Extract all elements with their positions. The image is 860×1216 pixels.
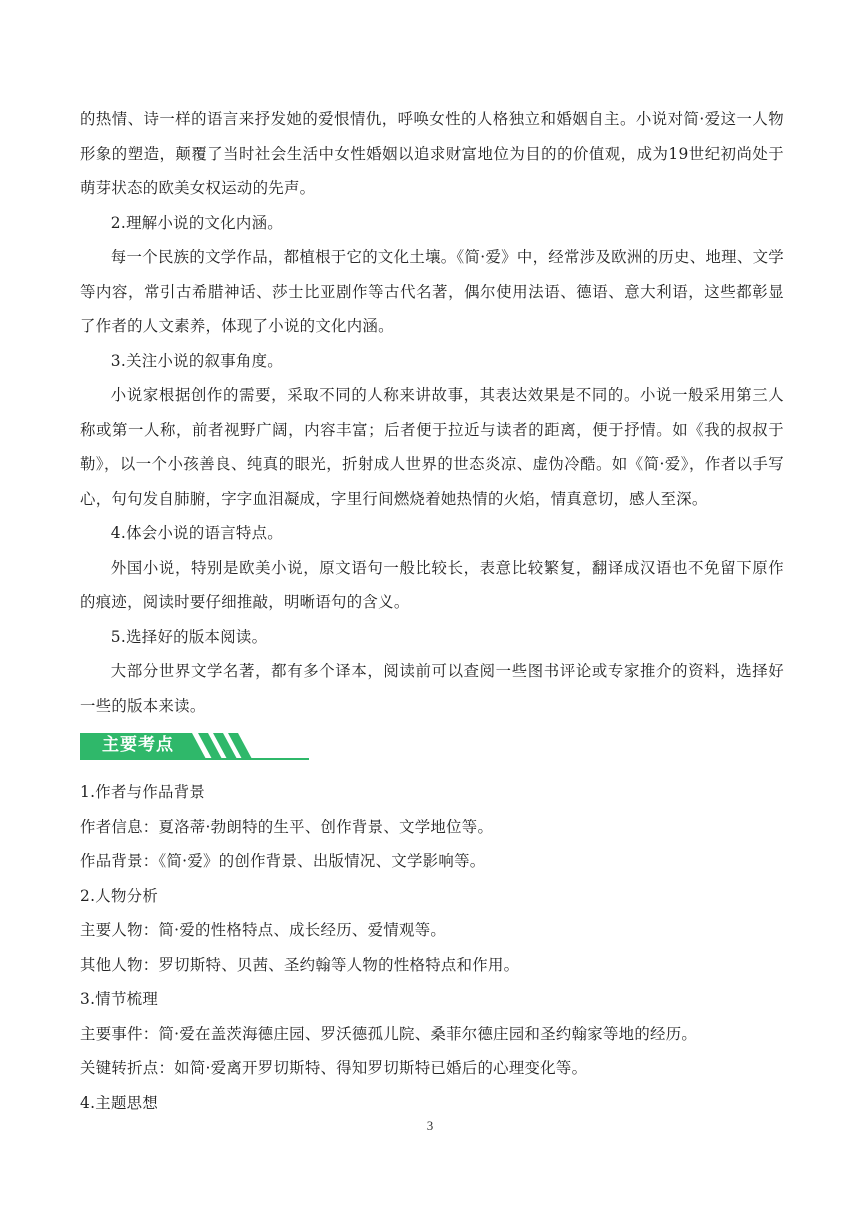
point-2-main-character: 主要人物：简·爱的性格特点、成长经历、爱情观等。	[80, 921, 447, 939]
heading-item-5: 5.选择好的版本阅读。	[110, 627, 268, 646]
paragraph-intro-continued: 的热情、诗一样的语言来抒发她的爱恨情仇，呼唤女性的人格独立和婚姻自主。小说对简·爱这一人物形象的塑造，颠覆了当时社会生活中女性婚姻以追求财富地位为目的的价值观，成为19世纪初尚处于萌芽状态的欧美女权运动的先声。	[80, 110, 784, 197]
heading-item-2: 2.理解小说的文化内涵。	[110, 213, 283, 232]
section-heading-label: 主要考点	[102, 735, 174, 755]
point-1-work-background: 作品背景：《简·爱》的创作背景、出版情况、文学影响等。	[80, 852, 486, 870]
point-3-title: 3.情节梳理	[80, 990, 159, 1008]
point-2-title: 2.人物分析	[80, 886, 159, 905]
point-2-other-characters: 其他人物：罗切斯特、贝茜、圣约翰等人物的性格特点和作用。	[80, 955, 520, 974]
point-1-author-info: 作者信息：夏洛蒂·勃朗特的生平、创作背景、文学地位等。	[80, 817, 494, 836]
page-number: 3	[426, 1118, 434, 1133]
paragraph-narrative-perspective: 小说家根据创作的需要，采取不同的人称来讲故事，其表达效果是不同的。小说一般采用第三人称或第一人称，前者视野广阔，内容丰富；后者便于拉近与读者的距离，便于抒情。如《我的叔叔于勒》，以一个小孩善良、纯真的眼光，折射成人世界的世态炎凉、虚伪冷酷。如《简·爱》，作者以手写心，句句发自肺腑，字字血泪凝成，字里行间燃烧着她热情的火焰，情真意切，感人至深。	[80, 386, 784, 508]
section-heading	[80, 727, 784, 773]
point-4-title: 4.主题思想	[80, 1093, 159, 1112]
heading-item-3: 3.关注小说的叙事角度。	[110, 351, 283, 370]
page-content	[80, 102, 784, 1120]
point-3-main-events: 主要事件：简·爱在盖茨海德庄园、罗沃德孤儿院、桑菲尔德庄园和圣约翰家等地的经历。	[80, 1024, 698, 1043]
point-1-title: 1.作者与作品背景	[80, 783, 206, 801]
heading-item-4: 4.体会小说的语言特点。	[110, 524, 283, 542]
point-3-turning-points: 关键转折点：如简·爱离开罗切斯特、得知罗切斯特已婚后的心理变化等。	[80, 1059, 588, 1077]
paragraph-version-choice: 大部分世界文学名著，都有多个译本，阅读前可以查阅一些图书评论或专家推介的资料，选择好一些的版本来读。	[80, 662, 784, 715]
paragraph-cultural-connotation: 每一个民族的文学作品，都植根于它的文化土壤。《简·爱》中，经常涉及欧洲的历史、地理、文学等内容，常引古希腊神话、莎士比亚剧作等古代名著，偶尔使用法语、德语、意大利语，这些都彰显了作者的人文素养，体现了小说的文化内涵。	[80, 248, 784, 335]
section-heading-underline	[80, 758, 309, 760]
paragraph-language-features: 外国小说，特别是欧美小说，原文语句一般比较长，表意比较繁复，翻译成汉语也不免留下原作的痕迹，阅读时要仔细推敲，明晰语句的含义。	[80, 558, 784, 611]
